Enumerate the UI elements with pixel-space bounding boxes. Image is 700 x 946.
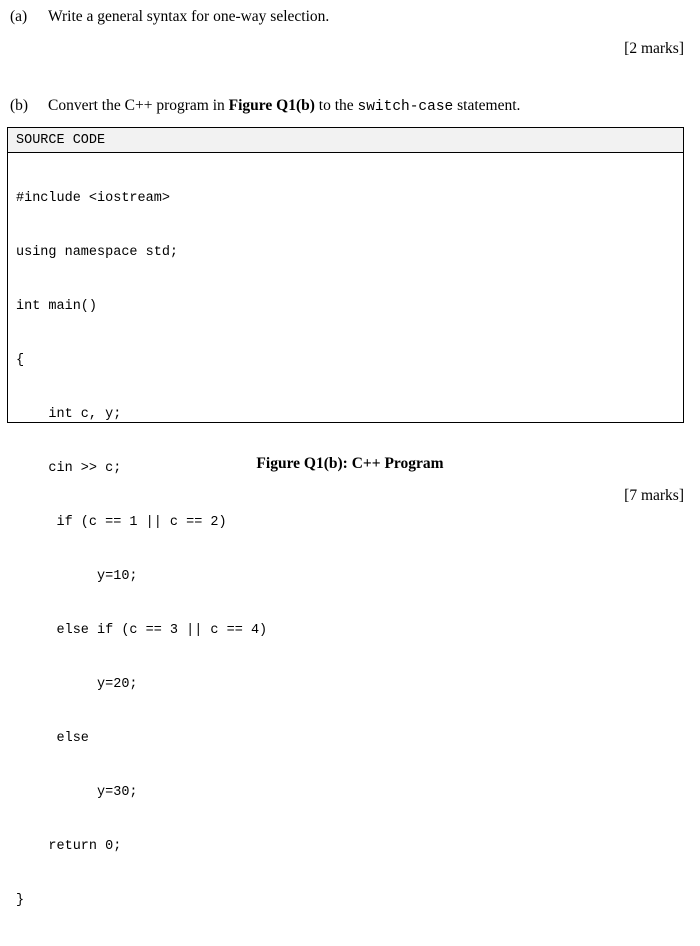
question-text-b-after: statement.	[453, 97, 521, 114]
question-text-b	[48, 97, 520, 115]
source-code-header: SOURCE CODE	[8, 128, 683, 153]
code-line: int main()	[16, 299, 98, 314]
code-line: if (c == 1 || c == 2)	[16, 515, 227, 530]
code-line: cin >> c;	[16, 461, 122, 476]
code-line: return 0;	[16, 839, 122, 854]
marks-a: [2 marks]	[624, 40, 684, 57]
figure-reference: Figure Q1(b)	[228, 97, 315, 114]
question-text-b-middle: to the	[314, 97, 358, 114]
marks-b: [7 marks]	[624, 487, 684, 504]
figure-caption: Figure Q1(b): C++ Program	[256, 455, 444, 472]
question-label-a: (a)	[10, 8, 28, 25]
code-line: y=10;	[16, 569, 138, 584]
code-line: else if (c == 3 || c == 4)	[16, 623, 268, 638]
source-code-body	[8, 153, 683, 946]
question-text-b-before: Convert the C++ program in	[48, 97, 229, 114]
code-line: using namespace std;	[16, 245, 179, 260]
code-line: int c, y;	[16, 407, 122, 422]
question-text-a: Write a general syntax for one-way selection.	[48, 8, 330, 25]
code-line: }	[16, 893, 25, 908]
code-line: y=20;	[16, 677, 138, 692]
code-line: {	[16, 353, 25, 368]
question-label-b: (b)	[10, 97, 29, 114]
code-line: y=30;	[16, 785, 138, 800]
switch-case-keyword: switch-case	[357, 99, 454, 115]
code-line: #include <iostream>	[16, 191, 170, 206]
code-line: else	[16, 731, 89, 746]
